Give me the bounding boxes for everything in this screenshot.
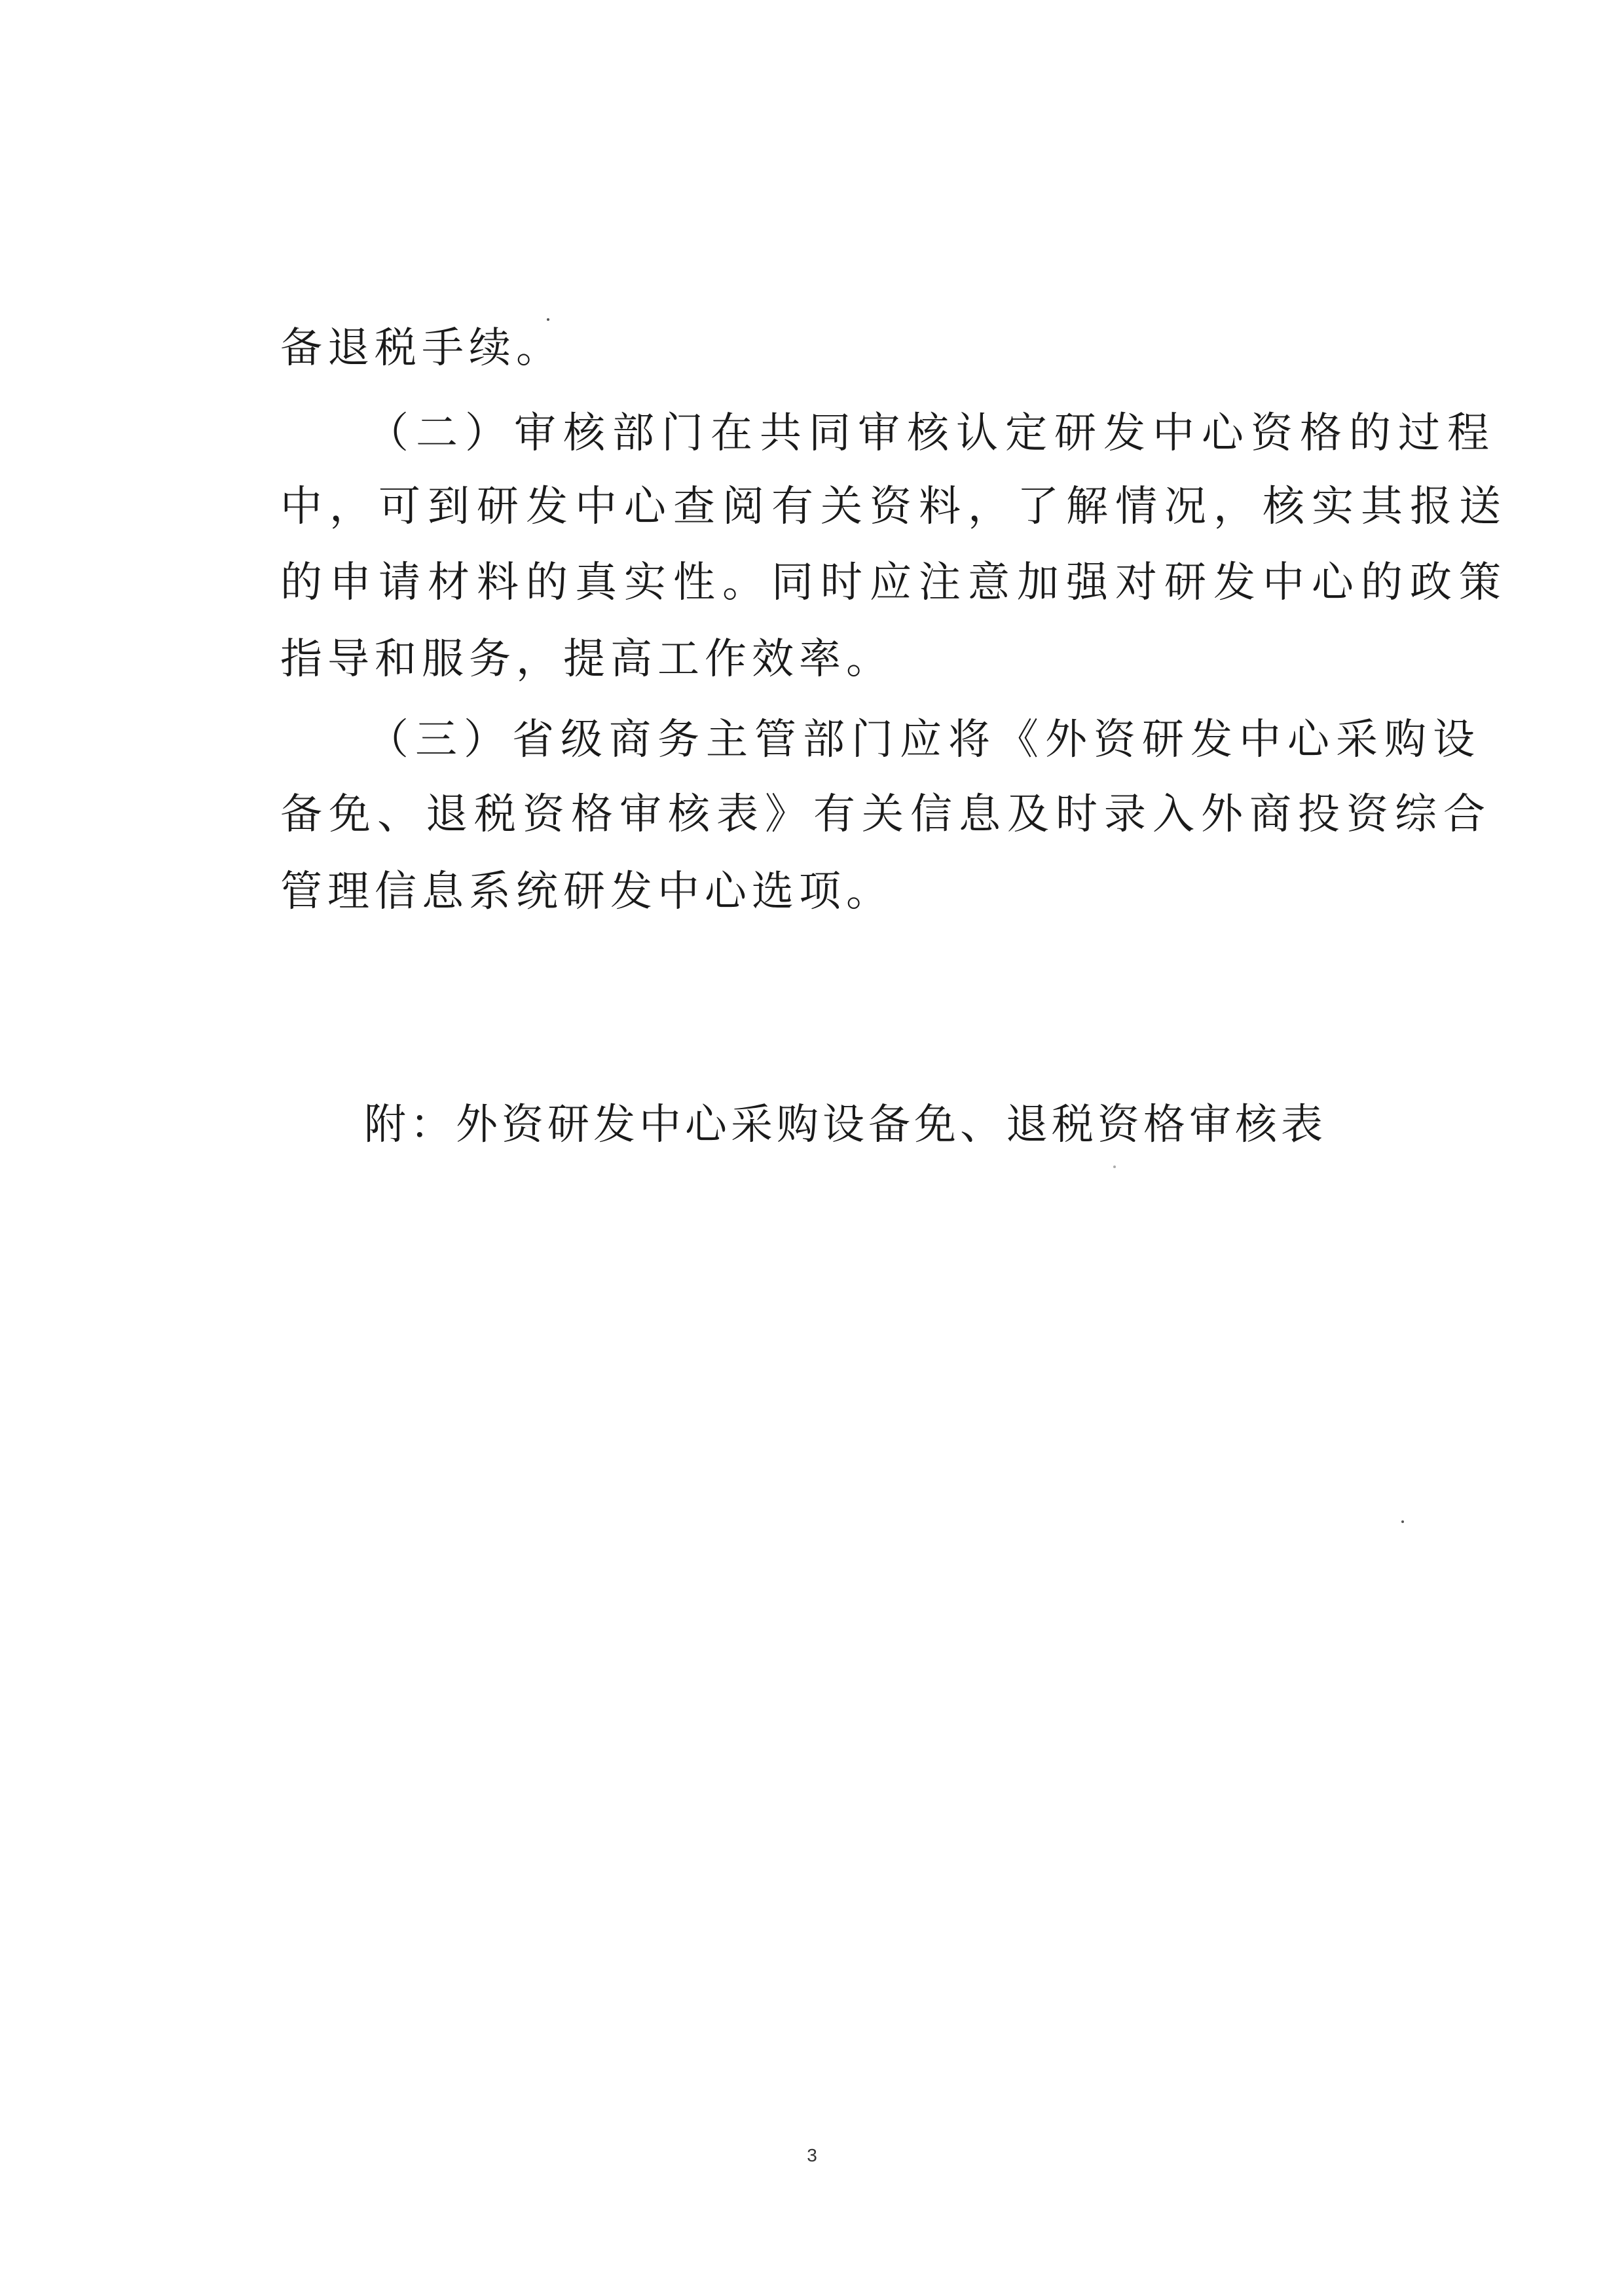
paragraph-3-line-1: （三）省级商务主管部门应将《外资研发中心采购设 <box>367 716 1481 764</box>
paragraph-2-line-4: 指导和服务，提高工作效率。 <box>280 635 893 684</box>
scan-speck <box>547 318 549 321</box>
paragraph-3-line-2: 备免、退税资格审核表》有关信息及时录入外商投资综合 <box>280 790 1492 839</box>
paragraph-2-line-3: 的申请材料的真实性。同时应注意加强对研发中心的政策 <box>280 559 1508 607</box>
paragraph-3-line-3: 管理信息系统研发中心选项。 <box>280 868 893 916</box>
attachment-note: 附：外资研发中心采购设备免、退税资格审核表 <box>364 1101 1327 1149</box>
scan-speck <box>1401 1520 1404 1523</box>
paragraph-2-line-2: 中，可到研发中心查阅有关资料，了解情况，核实其报送 <box>280 483 1508 531</box>
paragraph-2-line-1: （二）审核部门在共同审核认定研发中心资格的过程 <box>367 409 1496 458</box>
scan-speck <box>1113 1166 1116 1168</box>
page-number: 3 <box>807 2145 817 2165</box>
paragraph-1-line-1: 备退税手续。 <box>280 324 563 373</box>
